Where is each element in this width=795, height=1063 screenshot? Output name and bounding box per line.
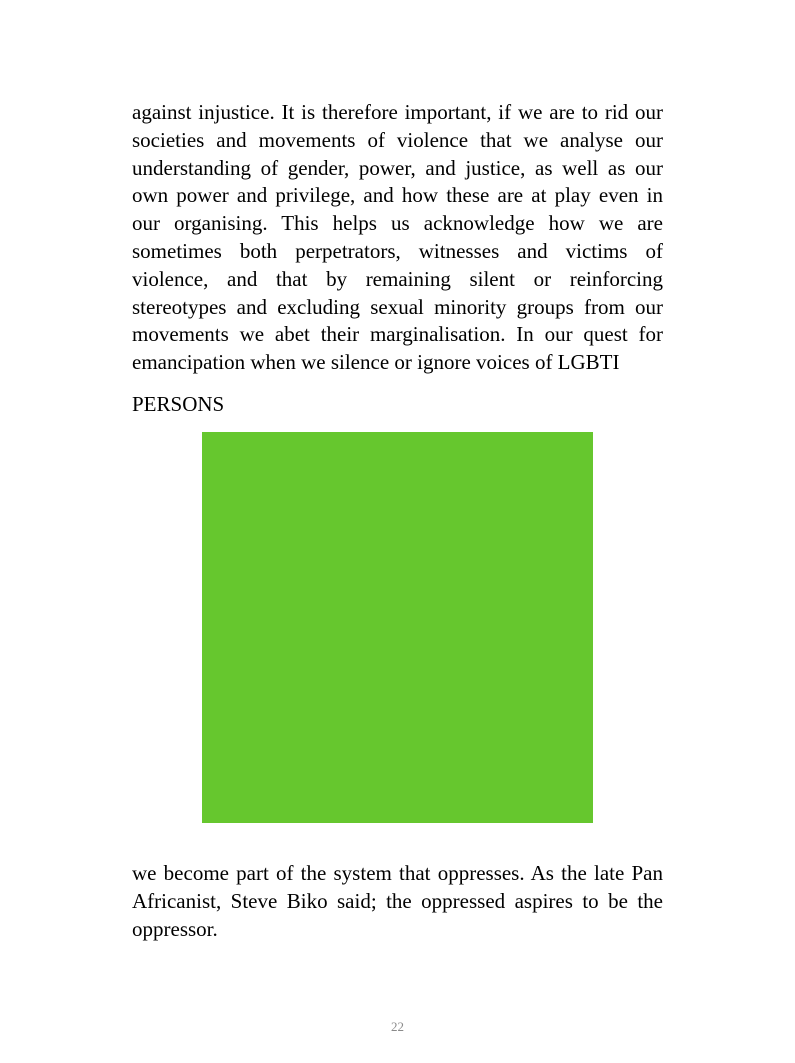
body-paragraph-2: PERSONS	[132, 392, 225, 416]
body-paragraph-3: we become part of the system that oppresses. As the late Pan Africanist, Steve Biko said; the oppressed aspires to be the oppressor.	[132, 861, 663, 941]
page-number: 22	[391, 1019, 404, 1034]
green-figure-placeholder	[202, 432, 593, 823]
body-paragraph-1: against injustice. It is therefore important, if we are to rid our societies and movements of violence that we analyse our understanding of gender, power, and justice, as well as our own power and privilege, and how these are at play even in our organising. This helps us acknowledge how we are sometimes both perpetrators, witnesses and victims of violence, and that by remaining silent or reinforcing stereotypes and excluding sexual minority groups from our movements we abet their marginalisation. In our quest for emancipation when we silence or ignore voices of LGBTI	[132, 100, 663, 375]
